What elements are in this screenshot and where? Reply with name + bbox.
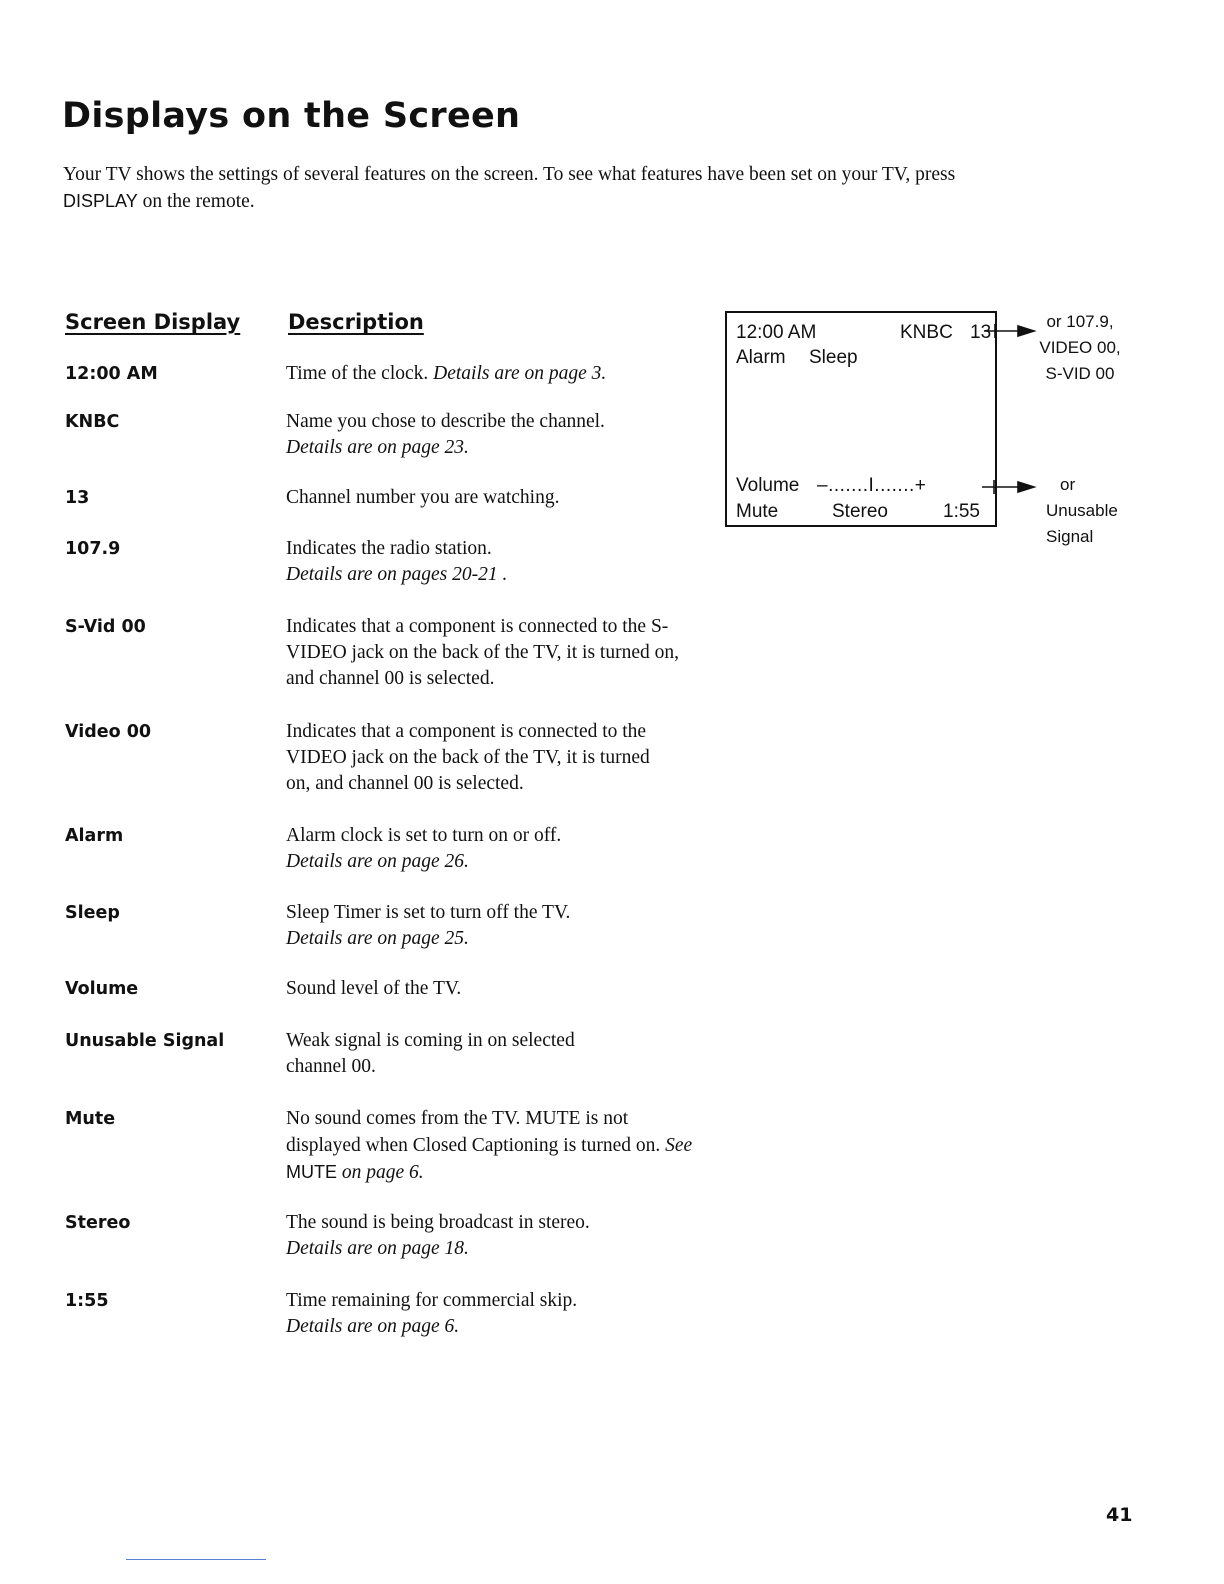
note-line: S-VID 00: [1045, 364, 1115, 383]
desc-ref: Details are on page 26.: [286, 851, 469, 872]
term-knbc: KNBC: [65, 412, 120, 432]
intro-text-end: on the remote.: [137, 191, 255, 212]
desc-ref: Details are on page 18.: [286, 1238, 469, 1259]
term-channel-number: 13: [65, 488, 90, 508]
desc-text: Sleep Timer is set to turn off the TV.: [286, 902, 571, 923]
screen-channel-number: 13: [970, 322, 992, 343]
description-header: Description: [288, 310, 424, 334]
note-line: or 107.9,: [1046, 312, 1114, 331]
desc-channel-number: Channel number you are watching.: [286, 487, 560, 508]
desc-ref: Details are on page 6.: [286, 1316, 460, 1337]
term-video: Video 00: [65, 722, 152, 742]
desc-text: Time remaining for commercial skip.: [286, 1290, 578, 1311]
desc-knbc: [286, 409, 706, 461]
screen-stereo: Stereo: [832, 501, 888, 522]
desc-alarm: [286, 823, 706, 875]
desc-text: The sound is being broadcast in stereo.: [286, 1212, 590, 1233]
desc-text: Indicates the radio station.: [286, 538, 492, 559]
desc-unusable-signal: Weak signal is coming in on selected channel 00.: [286, 1030, 575, 1077]
screen-channel-name: KNBC: [900, 322, 953, 343]
intro-text: Your TV shows the settings of several features on the screen. To see what features have been set on your TV, press: [63, 164, 956, 185]
screen-alarm: Alarm: [736, 347, 786, 368]
desc-radio: [286, 536, 706, 588]
note-bottom: [1036, 472, 1136, 550]
desc-ref: Details are on page 3.: [433, 363, 607, 384]
term-unusable-signal: Unusable Signal: [65, 1031, 225, 1051]
page-title: Displays on the Screen: [62, 96, 521, 136]
screen-mute: Mute: [736, 501, 779, 522]
screen-volume-bar: –.......I.......+: [817, 475, 927, 496]
desc-ref: Details are on pages 20-21 .: [286, 564, 508, 585]
note-line: or: [1060, 475, 1076, 494]
arrow-bottom: [982, 480, 1034, 494]
screen-time: 12:00 AM: [736, 322, 817, 343]
term-skip-time: 1:55: [65, 1291, 109, 1311]
desc-svid: Indicates that a component is connected to the S-VIDEO jack on the back of the TV, it is turned on, and channel 00 is selected.: [286, 616, 679, 689]
term-alarm: Alarm: [65, 826, 124, 846]
footer-rule: [126, 1559, 266, 1560]
screen-display-header: Screen Display: [65, 310, 241, 334]
screen-skip-time: 1:55: [943, 501, 980, 522]
term-radio: 107.9: [65, 539, 121, 559]
arrow-top: [984, 324, 1034, 338]
desc-text: No sound comes from the TV. MUTE is not displayed when Closed Captioning is turned on.: [286, 1108, 666, 1156]
note-line: Signal: [1046, 527, 1094, 546]
desc-stereo: [286, 1210, 706, 1262]
term-stereo: Stereo: [65, 1213, 131, 1233]
desc-clock: [286, 361, 706, 387]
desc-page: on page 6.: [337, 1162, 424, 1183]
desc-skip-time: [286, 1288, 706, 1340]
intro-paragraph: [63, 162, 1123, 215]
desc-text: Alarm clock is set to turn on or off.: [286, 825, 562, 846]
desc-see: See: [665, 1135, 693, 1156]
term-mute: Mute: [65, 1109, 116, 1129]
desc-mute-word: MUTE: [286, 1162, 337, 1182]
screen-sleep: Sleep: [809, 347, 858, 368]
display-button-name: DISPLAY: [63, 191, 138, 211]
note-line: VIDEO 00,: [1039, 338, 1121, 357]
desc-ref: Details are on page 23.: [286, 437, 469, 458]
page-number: 41: [1106, 1504, 1133, 1526]
screen-volume-label: Volume: [736, 475, 800, 496]
desc-text: Time of the clock.: [286, 363, 434, 384]
desc-text: Name you chose to describe the channel.: [286, 411, 605, 432]
desc-mute: [286, 1106, 696, 1186]
term-clock: 12:00 AM: [65, 364, 158, 384]
note-top: [1030, 309, 1130, 387]
desc-volume: Sound level of the TV.: [286, 978, 462, 999]
note-line: Unusable: [1046, 501, 1118, 520]
desc-ref: Details are on page 25.: [286, 928, 469, 949]
term-svid: S-Vid 00: [65, 617, 146, 637]
tv-screen-diagram: [725, 311, 997, 527]
desc-video: Indicates that a component is connected to the VIDEO jack on the back of the TV, it is turned on, and channel 00 is selected.: [286, 721, 650, 794]
desc-sleep: [286, 900, 706, 952]
term-sleep: Sleep: [65, 903, 120, 923]
term-volume: Volume: [65, 979, 139, 999]
